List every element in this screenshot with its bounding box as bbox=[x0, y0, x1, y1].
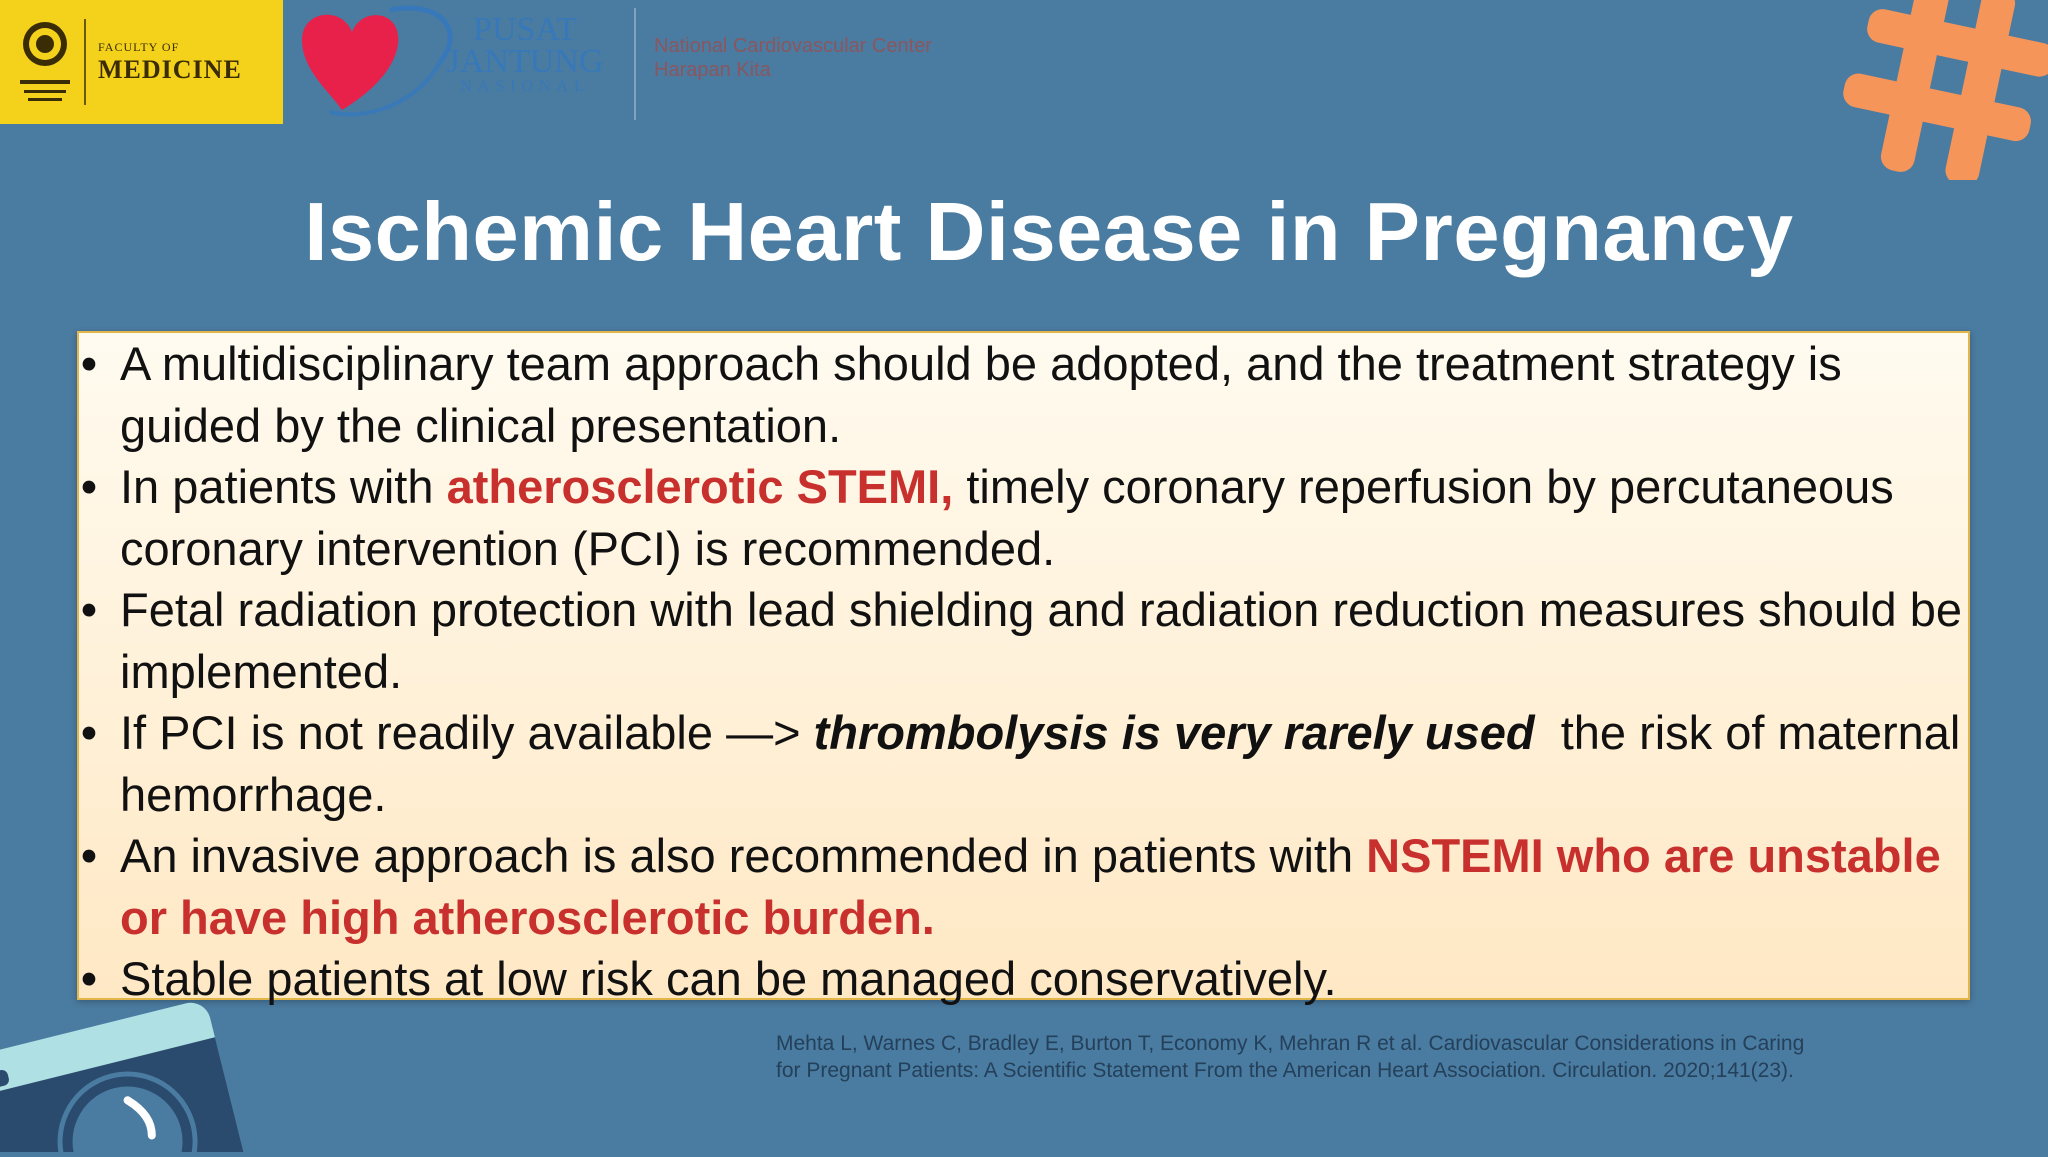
bullet-item bbox=[79, 948, 1968, 1010]
bullet-dot: • bbox=[80, 829, 98, 882]
bullet-text: A multidisciplinary team approach should be adopted, and the treatment strategy is guided by the clinical presentation. bbox=[120, 337, 1842, 452]
ncc-line-1: National Cardiovascular Center bbox=[654, 35, 932, 57]
camera-icon bbox=[0, 990, 270, 1152]
medicine-label: MEDICINE bbox=[98, 54, 242, 84]
citation-line-2: for Pregnant Patients: A Scientific Statement From the American Heart Association. Circulation. 2020;141(23). bbox=[776, 1059, 1794, 1082]
bullet-text: If PCI is not readily available —> bbox=[120, 706, 814, 759]
bullet-item bbox=[79, 579, 1968, 702]
bullet-dot: • bbox=[80, 460, 98, 513]
bullet-text: timely coronary reperfusion by percutaneous coronary intervention (PCI) is recommended. bbox=[120, 460, 1894, 575]
highlight-text: NSTEMI who are unstable or have high atherosclerotic burden. bbox=[120, 829, 1941, 944]
bullet-item bbox=[79, 333, 1968, 456]
ncc-line-2: Harapan Kita bbox=[654, 59, 771, 81]
bullet-item bbox=[79, 456, 1968, 579]
hashtag-icon bbox=[1828, 0, 2048, 180]
bullet-dot: • bbox=[80, 952, 98, 1005]
emphasis-text: thrombolysis is very rarely used bbox=[813, 706, 1535, 759]
bullet-text: Stable patients at low risk can be managed conservatively. bbox=[120, 952, 1337, 1005]
ncc-text bbox=[654, 34, 932, 82]
pusat-jantung-logo-text bbox=[440, 11, 610, 110]
citation bbox=[776, 1030, 2006, 1084]
pj-line-3: NASIONAL bbox=[460, 77, 590, 95]
bullet-text: An invasive approach is also recommended in patients with bbox=[120, 829, 1367, 882]
bullet-text: the risk of maternal hemorrhage. bbox=[120, 706, 1974, 821]
faculty-of-medicine-logo bbox=[0, 0, 283, 124]
header-separator bbox=[634, 8, 636, 120]
slide-title: Ischemic Heart Disease in Pregnancy bbox=[304, 185, 1794, 278]
bullet-item bbox=[79, 825, 1968, 948]
pj-line-1: PUSAT bbox=[473, 11, 577, 48]
logo-divider bbox=[84, 19, 86, 105]
university-seal-icon bbox=[14, 10, 76, 114]
bullet-text: In patients with bbox=[120, 460, 447, 513]
citation-line-1: Mehta L, Warnes C, Bradley E, Burton T, Economy K, Mehran R et al. Cardiovascular Considerations in Caring bbox=[776, 1032, 1805, 1055]
bullet-dot: • bbox=[80, 337, 98, 390]
bullet-list bbox=[79, 333, 1974, 1010]
bullet-text: Fetal radiation protection with lead shielding and radiation reduction measures should be implemented. bbox=[120, 583, 1962, 698]
pj-line-2: JANTUNG bbox=[446, 43, 604, 81]
bullet-dot: • bbox=[80, 583, 98, 636]
content-box bbox=[77, 331, 1974, 1005]
highlight-text: atherosclerotic STEMI, bbox=[446, 460, 954, 513]
bullet-item bbox=[79, 702, 1974, 825]
bullet-dot: • bbox=[80, 706, 98, 759]
faculty-label: FACULTY OF bbox=[98, 39, 180, 54]
